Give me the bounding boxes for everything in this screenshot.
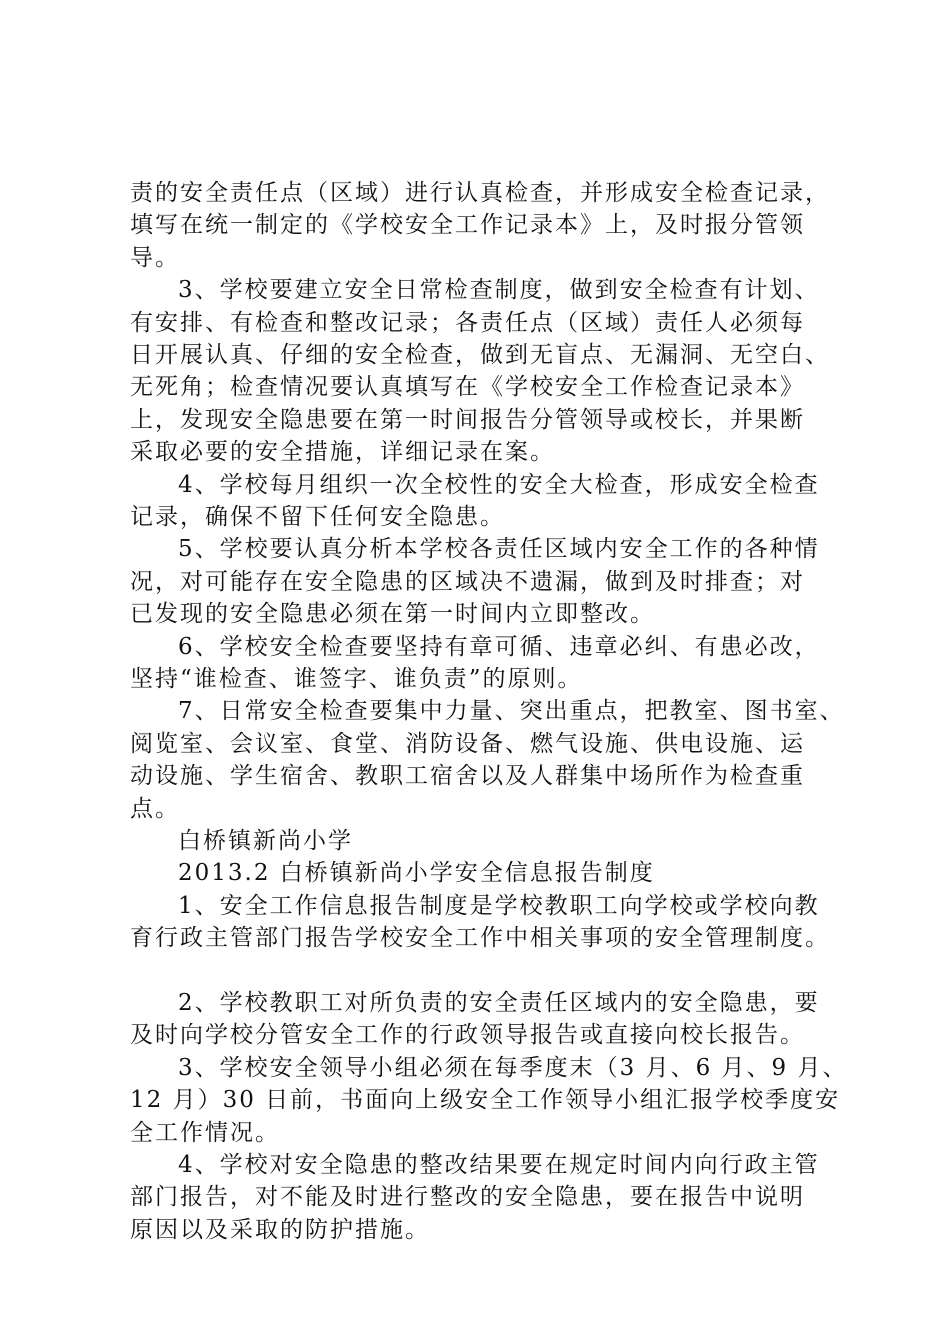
text-line: 记录，确保不留下任何安全隐患。 — [130, 504, 505, 530]
text-line: 原因以及采取的防护措施。 — [130, 1217, 430, 1243]
text-line: 填写在统一制定的《学校安全工作记录本》上，及时报分管领 — [130, 212, 805, 238]
text-line: 责的安全责任点（区域）进行认真检查，并形成安全检查记录， — [130, 180, 830, 206]
text-line: 无死角；检查情况要认真填写在《学校安全工作检查记录本》 — [130, 374, 805, 400]
text-line: 4、学校对安全隐患的整改结果要在规定时间内向行政主管 — [178, 1152, 820, 1178]
section-heading: 2013.2 白桥镇新尚小学安全信息报告制度 — [178, 860, 655, 886]
text-line: 6、学校安全检查要坚持有章可循、违章必纠、有患必改， — [178, 634, 820, 660]
text-line: 4、学校每月组织一次全校性的安全大检查，形成安全检查 — [178, 472, 820, 498]
text-line: 阅览室、会议室、食堂、消防设备、燃气设施、供电设施、运 — [130, 731, 805, 757]
text-line: 导。 — [130, 245, 180, 271]
text-line: 点。 — [130, 796, 180, 822]
text-line: 7、日常安全检查要集中力量、突出重点，把教室、图书室、 — [178, 698, 845, 724]
text-line: 及时向学校分管安全工作的行政领导报告或直接向校长报告。 — [130, 1022, 805, 1048]
text-line: 动设施、学生宿舍、教职工宿舍以及人群集中场所作为检查重 — [130, 763, 805, 789]
text-line: 全工作情况。 — [130, 1120, 280, 1146]
text-line: 3、学校安全领导小组必须在每季度末（3 月、6 月、9 月、 — [178, 1055, 848, 1081]
signature-school-name: 白桥镇新尚小学 — [178, 828, 353, 854]
text-line: 已发现的安全隐患必须在第一时间内立即整改。 — [130, 601, 655, 627]
text-line: 采取必要的安全措施，详细记录在案。 — [130, 439, 555, 465]
text-line: 3、学校要建立安全日常检查制度，做到安全检查有计划、 — [178, 277, 820, 303]
text-line: 育行政主管部门报告学校安全工作中相关事项的安全管理制度。 — [130, 925, 830, 951]
text-line: 坚持“谁检查、谁签字、谁负责”的原则。 — [130, 666, 583, 692]
text-line: 上，发现安全隐患要在第一时间报告分管领导或校长，并果断 — [130, 407, 805, 433]
text-line: 2、学校教职工对所负责的安全责任区域内的安全隐患，要 — [178, 990, 820, 1016]
text-line: 5、学校要认真分析本学校各责任区域内安全工作的各种情 — [178, 536, 820, 562]
text-line: 有安排、有检查和整改记录；各责任点（区域）责任人必须每 — [130, 310, 805, 336]
text-line: 1、安全工作信息报告制度是学校教职工向学校或学校向教 — [178, 893, 820, 919]
text-line: 12 月）30 日前，书面向上级安全工作领导小组汇报学校季度安 — [130, 1087, 841, 1113]
text-line: 部门报告，对不能及时进行整改的安全隐患，要在报告中说明 — [130, 1184, 805, 1210]
text-line: 况，对可能存在安全隐患的区域决不遗漏，做到及时排查；对 — [130, 569, 805, 595]
text-line: 日开展认真、仔细的安全检查，做到无盲点、无漏洞、无空白、 — [130, 342, 830, 368]
